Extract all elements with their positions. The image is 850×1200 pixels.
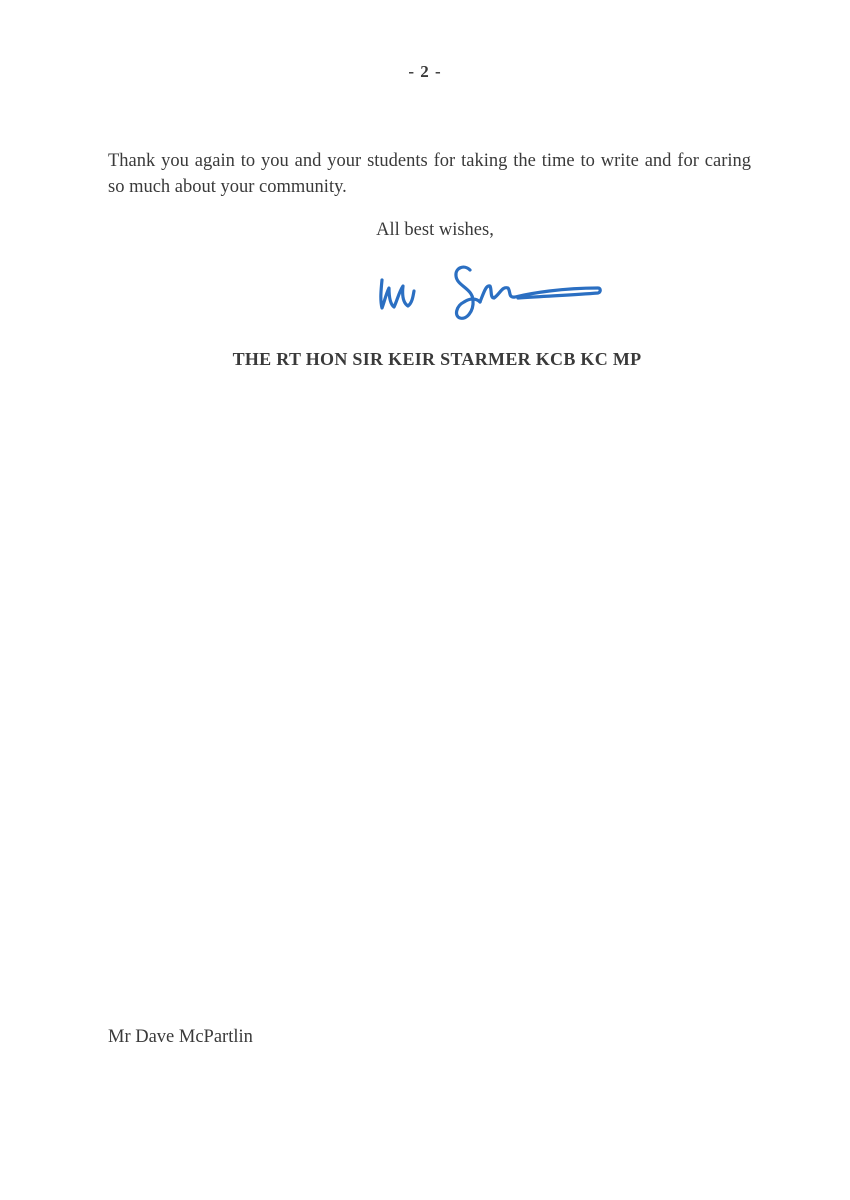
- sender-name: THE RT HON SIR KEIR STARMER KCB KC MP: [232, 349, 642, 369]
- closing-salutation: All best wishes,: [376, 220, 494, 240]
- handwritten-signature: [372, 258, 612, 330]
- body-paragraph: Thank you again to you and your students for taking the time to write and for caring so much about your community.: [108, 151, 751, 197]
- recipient-name: Mr Dave McPartlin: [108, 1027, 253, 1047]
- page-number: - 2 -: [408, 62, 442, 81]
